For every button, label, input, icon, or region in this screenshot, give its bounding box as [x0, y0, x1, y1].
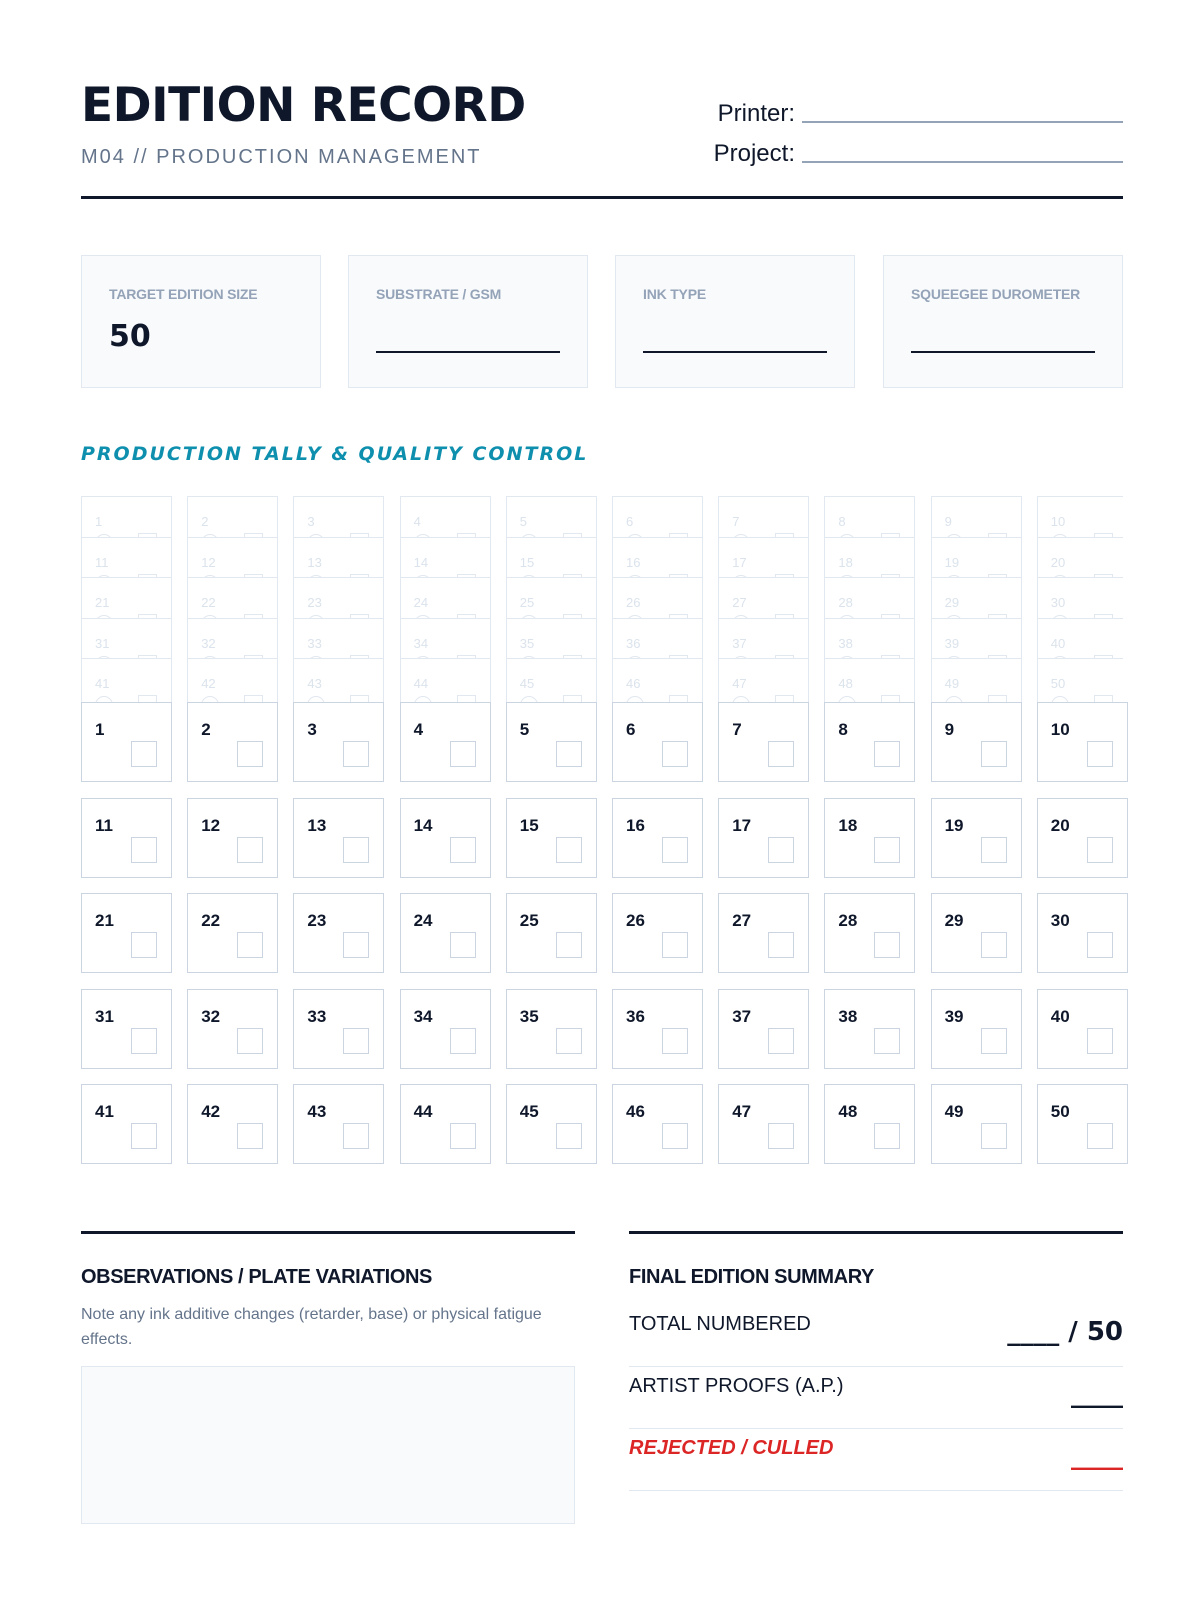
tally-number: 3: [307, 720, 317, 739]
ghost-number: 48: [838, 676, 853, 691]
observations-title: OBSERVATIONS / PLATE VARIATIONS: [81, 1266, 432, 1288]
ghost-number: 17: [732, 554, 747, 570]
project-input-line[interactable]: [802, 161, 1123, 163]
tally-cell: [293, 702, 384, 782]
tally-cell: [1037, 893, 1128, 973]
tally-cell: [187, 798, 278, 878]
tally-cell: [187, 893, 278, 973]
ghost-number: 1: [95, 514, 103, 529]
tally-checkbox[interactable]: [450, 1123, 476, 1149]
tally-checkbox[interactable]: [874, 1123, 900, 1149]
ghost-number: 35: [519, 635, 535, 651]
tally-checkbox[interactable]: [237, 932, 263, 958]
tally-checkbox[interactable]: [131, 1123, 157, 1149]
tally-number: 28: [838, 911, 858, 931]
tally-number: 34: [413, 1006, 433, 1026]
tally-number: 17: [732, 815, 752, 835]
ghost-checkbox-icon: [881, 695, 900, 702]
spec-input-line[interactable]: [376, 351, 560, 353]
ghost-number: 32: [201, 635, 216, 651]
tally-cell: [612, 893, 703, 973]
tally-checkbox[interactable]: [662, 1028, 688, 1054]
tally-number: 26: [626, 911, 645, 931]
tally-number: 18: [838, 815, 858, 835]
ghost-tally-cell: [931, 658, 1022, 702]
tally-checkbox[interactable]: [556, 932, 582, 958]
tally-checkbox[interactable]: [556, 1123, 582, 1149]
ghost-number: 47: [732, 676, 747, 691]
ghost-checkbox-icon: [563, 695, 582, 702]
ghost-number: 24: [413, 595, 429, 610]
ghost-number: 33: [307, 635, 322, 651]
spec-input-line[interactable]: [911, 351, 1095, 353]
ghost-tally-grid: [81, 496, 1123, 702]
tally-checkbox[interactable]: [556, 741, 582, 767]
tally-checkbox[interactable]: [131, 837, 157, 863]
tally-cell: [506, 798, 597, 878]
tally-number: 5: [519, 720, 530, 739]
summary-value[interactable]: ____: [1071, 1379, 1123, 1409]
tally-number: 38: [838, 1006, 858, 1026]
tally-checkbox[interactable]: [450, 837, 476, 863]
ghost-number: 3: [307, 514, 315, 529]
ghost-number: 37: [732, 635, 747, 651]
ghost-number: 39: [944, 635, 960, 651]
printer-input-line[interactable]: [802, 121, 1123, 123]
tally-cell: [400, 702, 491, 782]
tally-cell: [400, 989, 491, 1069]
tally-cell: [400, 893, 491, 973]
tally-number: 11: [95, 815, 113, 835]
tally-checkbox[interactable]: [1087, 932, 1113, 958]
tally-cell: [718, 702, 809, 782]
summary-label: TOTAL NUMBERED: [629, 1313, 811, 1335]
tally-number: 39: [944, 1006, 964, 1026]
ghost-tally-cell: [1037, 658, 1123, 702]
tally-number: 45: [519, 1102, 539, 1122]
tally-number: 22: [201, 911, 221, 931]
ghost-checkbox-icon: [1094, 695, 1113, 702]
tally-checkbox[interactable]: [556, 837, 582, 863]
tally-checkbox[interactable]: [662, 1123, 688, 1149]
ghost-number: 30: [1050, 595, 1066, 610]
tally-number: 23: [307, 911, 327, 931]
ghost-number: 45: [519, 676, 535, 691]
ghost-number: 8: [838, 514, 846, 529]
summary-value[interactable]: ____ / 50: [1007, 1317, 1123, 1347]
tally-cell: [1037, 798, 1128, 878]
summary-row-total: [629, 1305, 1123, 1367]
spec-value[interactable]: 50: [109, 319, 151, 354]
tally-checkbox[interactable]: [131, 932, 157, 958]
printer-label: Printer:: [717, 100, 795, 127]
tally-cell: [718, 893, 809, 973]
tally-checkbox[interactable]: [874, 932, 900, 958]
tally-checkbox[interactable]: [981, 1123, 1007, 1149]
tally-cell: [293, 1084, 384, 1164]
tally-cell: [81, 893, 172, 973]
tally-cell: [187, 1084, 278, 1164]
ghost-tally-cell: [187, 658, 278, 702]
tally-cell: [187, 702, 278, 782]
tally-checkbox[interactable]: [131, 1028, 157, 1054]
ghost-number: 49: [944, 676, 960, 691]
ghost-checkbox-icon: [669, 695, 688, 702]
ghost-number: 29: [944, 595, 960, 610]
tally-number: 1: [95, 720, 105, 739]
ghost-number: 22: [201, 595, 216, 610]
ghost-number: 26: [626, 595, 641, 610]
tally-cell: [187, 989, 278, 1069]
ghost-number: 38: [838, 635, 853, 651]
tally-cell: [293, 798, 384, 878]
tally-number: 15: [519, 815, 539, 835]
tally-cell: [824, 798, 915, 878]
tally-checkbox[interactable]: [237, 1028, 263, 1054]
ghost-number: 12: [201, 554, 216, 570]
tally-checkbox[interactable]: [1087, 1123, 1113, 1149]
summary-label: ARTIST PROOFS (A.P.): [629, 1375, 844, 1397]
spec-label: SUBSTRATE / GSM: [376, 286, 502, 302]
tally-number: 14: [413, 815, 433, 835]
tally-number: 36: [626, 1006, 645, 1026]
summary-title: FINAL EDITION SUMMARY: [629, 1266, 874, 1288]
tally-checkbox[interactable]: [662, 837, 688, 863]
tally-checkbox[interactable]: [450, 932, 476, 958]
printer-field[interactable]: [710, 96, 1123, 136]
ghost-checkbox-icon: [138, 695, 157, 702]
tally-cell: [293, 989, 384, 1069]
tally-number: 8: [838, 720, 848, 739]
tally-number: 25: [519, 911, 539, 931]
tally-checkbox[interactable]: [556, 1028, 582, 1054]
ghost-number: 28: [838, 595, 853, 610]
tally-cell: [506, 702, 597, 782]
tally-number: 19: [944, 815, 964, 835]
tally-number: 7: [732, 720, 742, 739]
tally-cell: [931, 989, 1022, 1069]
tally-checkbox[interactable]: [874, 1028, 900, 1054]
summary-value[interactable]: ____: [1071, 1441, 1123, 1471]
tally-cell: [81, 702, 172, 782]
tally-checkbox[interactable]: [981, 932, 1007, 958]
tally-cell: [81, 989, 172, 1069]
tally-cell: [931, 798, 1022, 878]
ghost-number: 4: [413, 514, 421, 529]
tally-cell: [612, 989, 703, 1069]
page-subtitle: M04 // PRODUCTION MANAGEMENT: [81, 146, 482, 168]
ghost-number: 23: [307, 595, 322, 610]
tally-cell: [612, 798, 703, 878]
ghost-number: 2: [201, 514, 209, 529]
tally-checkbox[interactable]: [662, 741, 688, 767]
tally-checkbox[interactable]: [768, 1123, 794, 1149]
tally-checkbox[interactable]: [981, 1028, 1007, 1054]
tally-cell: [824, 893, 915, 973]
ghost-number: 9: [944, 514, 952, 529]
tally-checkbox[interactable]: [1087, 837, 1113, 863]
tally-cell: [824, 1084, 915, 1164]
ghost-number: 7: [732, 514, 740, 529]
spec-label: SQUEEGEE DUROMETER: [911, 286, 1081, 302]
ghost-checkbox-icon: [350, 695, 369, 702]
tally-number: 37: [732, 1006, 752, 1026]
tally-number: 24: [413, 911, 433, 931]
tally-checkbox[interactable]: [343, 741, 369, 767]
tally-checkbox[interactable]: [237, 741, 263, 767]
ghost-number: 19: [944, 554, 960, 570]
spec-card-squeegee[interactable]: [883, 255, 1123, 388]
tally-cell: [718, 989, 809, 1069]
tally-cell: [81, 1084, 172, 1164]
ghost-number: 36: [626, 635, 641, 651]
spec-card-ink-type[interactable]: [615, 255, 855, 388]
tally-cell: [718, 798, 809, 878]
tally-cell: [824, 702, 915, 782]
tally-number: 48: [838, 1102, 858, 1122]
page-title: EDITION RECORD: [81, 78, 526, 133]
ghost-number: 10: [1050, 514, 1066, 529]
tally-checkbox[interactable]: [662, 932, 688, 958]
ghost-number: 20: [1050, 554, 1066, 570]
ghost-checkbox-icon: [775, 695, 794, 702]
ghost-number: 27: [732, 595, 747, 610]
tally-number: 27: [732, 911, 752, 931]
ghost-number: 21: [95, 595, 110, 610]
tally-number: 40: [1050, 1006, 1070, 1026]
tally-number: 47: [732, 1102, 752, 1122]
header: [81, 78, 1123, 199]
tally-checkbox[interactable]: [450, 1028, 476, 1054]
tally-checkbox[interactable]: [1087, 1028, 1113, 1054]
tally-checkbox[interactable]: [874, 837, 900, 863]
observations-note: Note any ink additive changes (retarder, base) or physical fatigue effects.: [81, 1306, 542, 1348]
summary-section: [629, 1231, 1123, 1471]
tally-checkbox[interactable]: [981, 837, 1007, 863]
tally-number: 6: [626, 720, 636, 739]
tally-checkbox[interactable]: [981, 741, 1007, 767]
ghost-number: 42: [201, 676, 216, 691]
ghost-checkbox-icon: [457, 695, 476, 702]
summary-row-rejected: [629, 1429, 1123, 1491]
tally-number: 29: [944, 911, 964, 931]
ghost-number: 18: [838, 554, 853, 570]
tally-cell: [1037, 1084, 1128, 1164]
ghost-number: 15: [519, 554, 535, 570]
ghost-checkbox-icon: [988, 695, 1007, 702]
ghost-number: 13: [307, 554, 322, 570]
tally-number: 32: [201, 1006, 221, 1026]
ghost-number: 50: [1050, 676, 1066, 691]
tally-checkbox[interactable]: [768, 741, 794, 767]
tally-cell: [1037, 989, 1128, 1069]
tally-cell: [612, 702, 703, 782]
ghost-number: 25: [519, 595, 535, 610]
ghost-number: 5: [519, 514, 528, 529]
tally-cell: [931, 1084, 1022, 1164]
tally-cell: [400, 798, 491, 878]
tally-checkbox[interactable]: [450, 741, 476, 767]
tally-number: 41: [95, 1102, 114, 1122]
tally-number: 46: [626, 1102, 645, 1122]
tally-cell: [293, 893, 384, 973]
tally-checkbox[interactable]: [343, 837, 369, 863]
ghost-tally-cell: [81, 658, 172, 702]
ghost-number: 34: [413, 635, 429, 651]
tally-number: 50: [1050, 1102, 1070, 1122]
ghost-tally-cell: [824, 658, 915, 702]
ghost-tally-cell: [612, 658, 703, 702]
tally-cell: [612, 1084, 703, 1164]
ghost-number: 40: [1050, 635, 1066, 651]
ghost-number: 43: [307, 676, 322, 691]
ghost-number: 16: [626, 554, 641, 570]
tally-cell: [824, 989, 915, 1069]
tally-checkbox[interactable]: [874, 741, 900, 767]
tally-number: 42: [201, 1102, 221, 1122]
tally-cell: [931, 702, 1022, 782]
observations-textarea[interactable]: [81, 1366, 575, 1524]
tally-cell: [1037, 702, 1128, 782]
tally-checkbox[interactable]: [343, 932, 369, 958]
ghost-number: 41: [95, 676, 110, 691]
summary-row-ap: [629, 1367, 1123, 1429]
tally-number: 2: [201, 720, 211, 739]
tally-number: 21: [95, 911, 114, 931]
tally-number: 4: [413, 720, 424, 739]
ghost-checkbox-icon: [244, 695, 263, 702]
tally-number: 44: [413, 1102, 433, 1122]
ghost-number: 11: [95, 554, 109, 570]
ghost-tally-cell: [293, 658, 384, 702]
tally-cell: [931, 893, 1022, 973]
ghost-tally-cell: [506, 658, 597, 702]
tally-checkbox[interactable]: [768, 932, 794, 958]
tally-checkbox[interactable]: [768, 837, 794, 863]
tally-cell: [718, 1084, 809, 1164]
tally-checkbox[interactable]: [1087, 741, 1113, 767]
observations-section: [81, 1231, 575, 1348]
ghost-tally-cell: [400, 658, 491, 702]
tally-cell: [506, 1084, 597, 1164]
tally-number: 35: [519, 1006, 539, 1026]
tally-section-title: PRODUCTION TALLY & QUALITY CONTROL: [81, 443, 589, 465]
tally-cell: [81, 798, 172, 878]
header-fields: [710, 96, 1123, 176]
tally-cell: [506, 989, 597, 1069]
spec-card-edition-size[interactable]: [81, 255, 321, 388]
ghost-number: 14: [413, 554, 429, 570]
tally-cell: [506, 893, 597, 973]
tally-checkbox[interactable]: [237, 1123, 263, 1149]
tally-number: 31: [95, 1006, 114, 1026]
tally-cell: [400, 1084, 491, 1164]
spec-card-substrate[interactable]: [348, 255, 588, 388]
tally-checkbox[interactable]: [343, 1123, 369, 1149]
tally-number: 16: [626, 815, 645, 835]
spec-label: TARGET EDITION SIZE: [109, 286, 258, 302]
tally-number: 30: [1050, 911, 1070, 931]
tally-number: 49: [944, 1102, 964, 1122]
ghost-number: 46: [626, 676, 641, 691]
tally-number: 13: [307, 815, 327, 835]
tally-checkbox[interactable]: [343, 1028, 369, 1054]
tally-number: 9: [944, 720, 955, 739]
ghost-tally-cell: [718, 658, 809, 702]
ghost-number: 31: [95, 635, 110, 651]
summary-label: REJECTED / CULLED: [629, 1437, 834, 1459]
spec-label: INK TYPE: [643, 286, 706, 302]
ghost-number: 6: [626, 514, 634, 529]
tally-checkbox[interactable]: [131, 741, 157, 767]
ghost-number: 44: [413, 676, 429, 691]
tally-number: 12: [201, 815, 221, 835]
tally-checkbox[interactable]: [768, 1028, 794, 1054]
tally-checkbox[interactable]: [237, 837, 263, 863]
tally-number: 43: [307, 1102, 327, 1122]
spec-input-line[interactable]: [643, 351, 827, 353]
tally-number: 33: [307, 1006, 327, 1026]
tally-number: 10: [1050, 720, 1070, 739]
project-field[interactable]: [710, 136, 1123, 176]
tally-number: 20: [1050, 815, 1070, 835]
project-label: Project:: [713, 140, 795, 167]
